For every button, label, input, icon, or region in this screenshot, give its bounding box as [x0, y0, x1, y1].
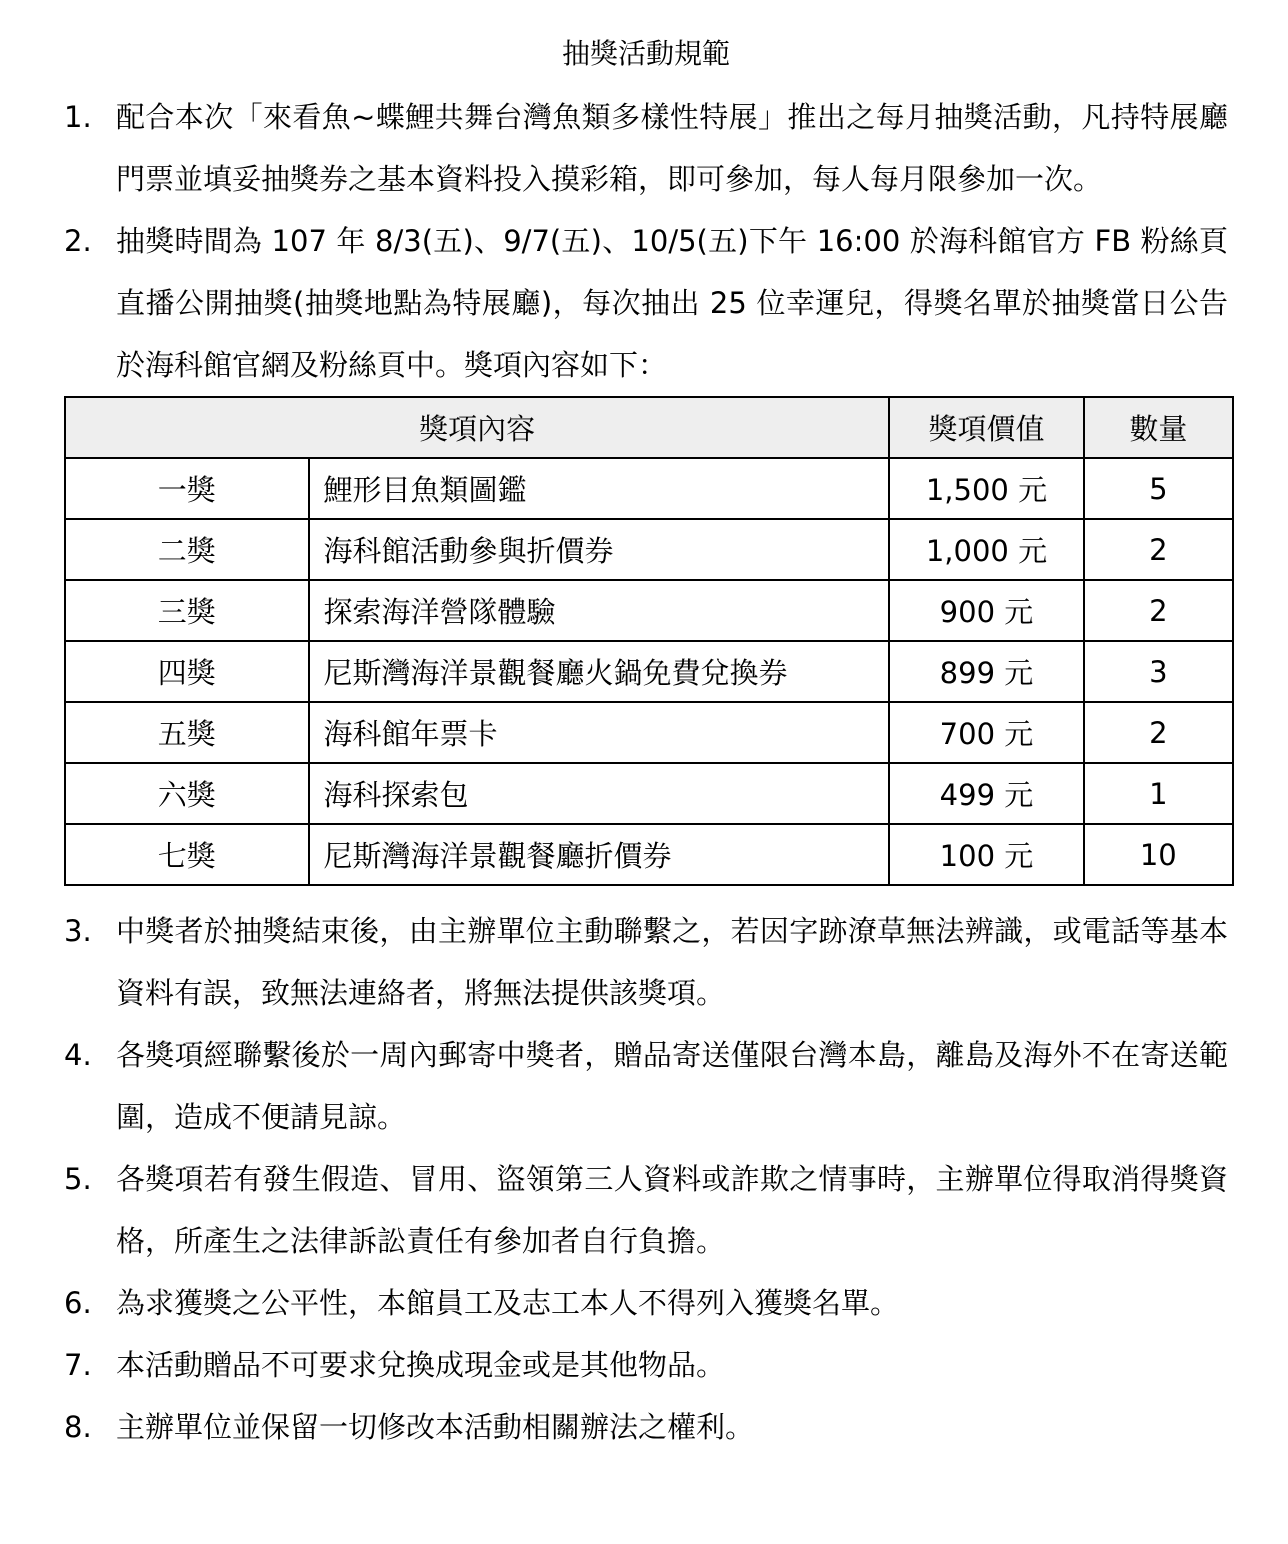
prize-quantity: 3 [1084, 641, 1233, 702]
prize-value: 1,500 元 [889, 458, 1083, 519]
prize-content: 鯉形目魚類圖鑑 [309, 458, 890, 519]
rule-number: 4. [64, 1038, 92, 1072]
table-row [65, 580, 1233, 641]
prize-value: 900 元 [889, 580, 1083, 641]
rule-number: 2. [64, 224, 92, 258]
prize-quantity: 2 [1084, 702, 1233, 763]
prize-rank: 四獎 [65, 641, 309, 702]
prize-value: 1,000 元 [889, 519, 1083, 580]
rule-number: 3. [64, 914, 92, 948]
rule-item [64, 1334, 1228, 1396]
prize-quantity: 10 [1084, 824, 1233, 885]
rule-item [64, 86, 1228, 210]
rule-text: 為求獲獎之公平性，本館員工及志工本人不得列入獲獎名單。 [116, 1286, 900, 1320]
rules-list-before [64, 86, 1228, 396]
rules-list-after [64, 900, 1228, 1458]
rule-item [64, 1396, 1228, 1458]
rule-item [64, 1272, 1228, 1334]
rule-text: 配合本次「來看魚~蝶鯉共舞台灣魚類多樣性特展」推出之每月抽獎活動，凡持特展廳門票並填妥抽獎券之基本資料投入摸彩箱，即可參加，每人每月限參加一次。 [116, 100, 1228, 196]
table-row [65, 824, 1233, 885]
prize-rank: 三獎 [65, 580, 309, 641]
prize-rank: 一獎 [65, 458, 309, 519]
prize-content: 探索海洋營隊體驗 [309, 580, 890, 641]
rule-number: 7. [64, 1348, 92, 1382]
header-quantity: 數量 [1084, 397, 1233, 458]
rule-item [64, 1148, 1228, 1272]
prize-rank: 七獎 [65, 824, 309, 885]
prize-content: 尼斯灣海洋景觀餐廳折價券 [309, 824, 890, 885]
prize-value: 499 元 [889, 763, 1083, 824]
rule-item [64, 1024, 1228, 1148]
table-row [65, 641, 1233, 702]
rule-number: 8. [64, 1410, 92, 1444]
rule-number: 1. [64, 100, 92, 134]
rule-item [64, 210, 1228, 396]
prize-quantity: 2 [1084, 580, 1233, 641]
rule-number: 5. [64, 1162, 92, 1196]
header-prize-value: 獎項價值 [889, 397, 1083, 458]
rule-item [64, 900, 1228, 1024]
table-row [65, 519, 1233, 580]
prize-quantity: 1 [1084, 763, 1233, 824]
prize-value: 700 元 [889, 702, 1083, 763]
prize-value: 899 元 [889, 641, 1083, 702]
prize-content: 海科探索包 [309, 763, 890, 824]
table-row [65, 458, 1233, 519]
rule-text: 本活動贈品不可要求兌換成現金或是其他物品。 [116, 1348, 726, 1382]
prize-rank: 五獎 [65, 702, 309, 763]
table-row [65, 702, 1233, 763]
table-header-row [65, 397, 1233, 458]
rule-text: 各獎項若有發生假造、冒用、盜領第三人資料或詐欺之情事時，主辦單位得取消得獎資格，所產生之法律訴訟責任有參加者自行負擔。 [116, 1162, 1228, 1258]
prize-content: 海科館年票卡 [309, 702, 890, 763]
rule-text: 各獎項經聯繫後於一周內郵寄中獎者，贈品寄送僅限台灣本島，離島及海外不在寄送範圍，造成不便請見諒。 [116, 1038, 1228, 1134]
prize-table [64, 396, 1234, 886]
rule-number: 6. [64, 1286, 92, 1320]
rule-text: 中獎者於抽獎結束後，由主辦單位主動聯繫之，若因字跡潦草無法辨識，或電話等基本資料有誤，致無法連絡者，將無法提供該獎項。 [116, 914, 1228, 1010]
prize-content: 尼斯灣海洋景觀餐廳火鍋免費兌換券 [309, 641, 890, 702]
header-prize-content: 獎項內容 [65, 397, 889, 458]
prize-quantity: 2 [1084, 519, 1233, 580]
prize-rank: 六獎 [65, 763, 309, 824]
table-row [65, 763, 1233, 824]
prize-value: 100 元 [889, 824, 1083, 885]
rule-text: 主辦單位並保留一切修改本活動相關辦法之權利。 [116, 1410, 755, 1444]
document-title: 抽獎活動規範 [561, 37, 730, 70]
prize-quantity: 5 [1084, 458, 1233, 519]
prize-content: 海科館活動參與折價券 [309, 519, 890, 580]
prize-rank: 二獎 [65, 519, 309, 580]
rule-text: 抽獎時間為 107 年 8/3(五)、9/7(五)、10/5(五)下午 16:00 於海科館官方 FB 粉絲頁直播公開抽獎(抽獎地點為特展廳)，每次抽出 25 位幸運兒，得獎名單於抽獎當日公告於海科館官網及粉絲頁中。獎項內容如下： [116, 224, 1228, 382]
